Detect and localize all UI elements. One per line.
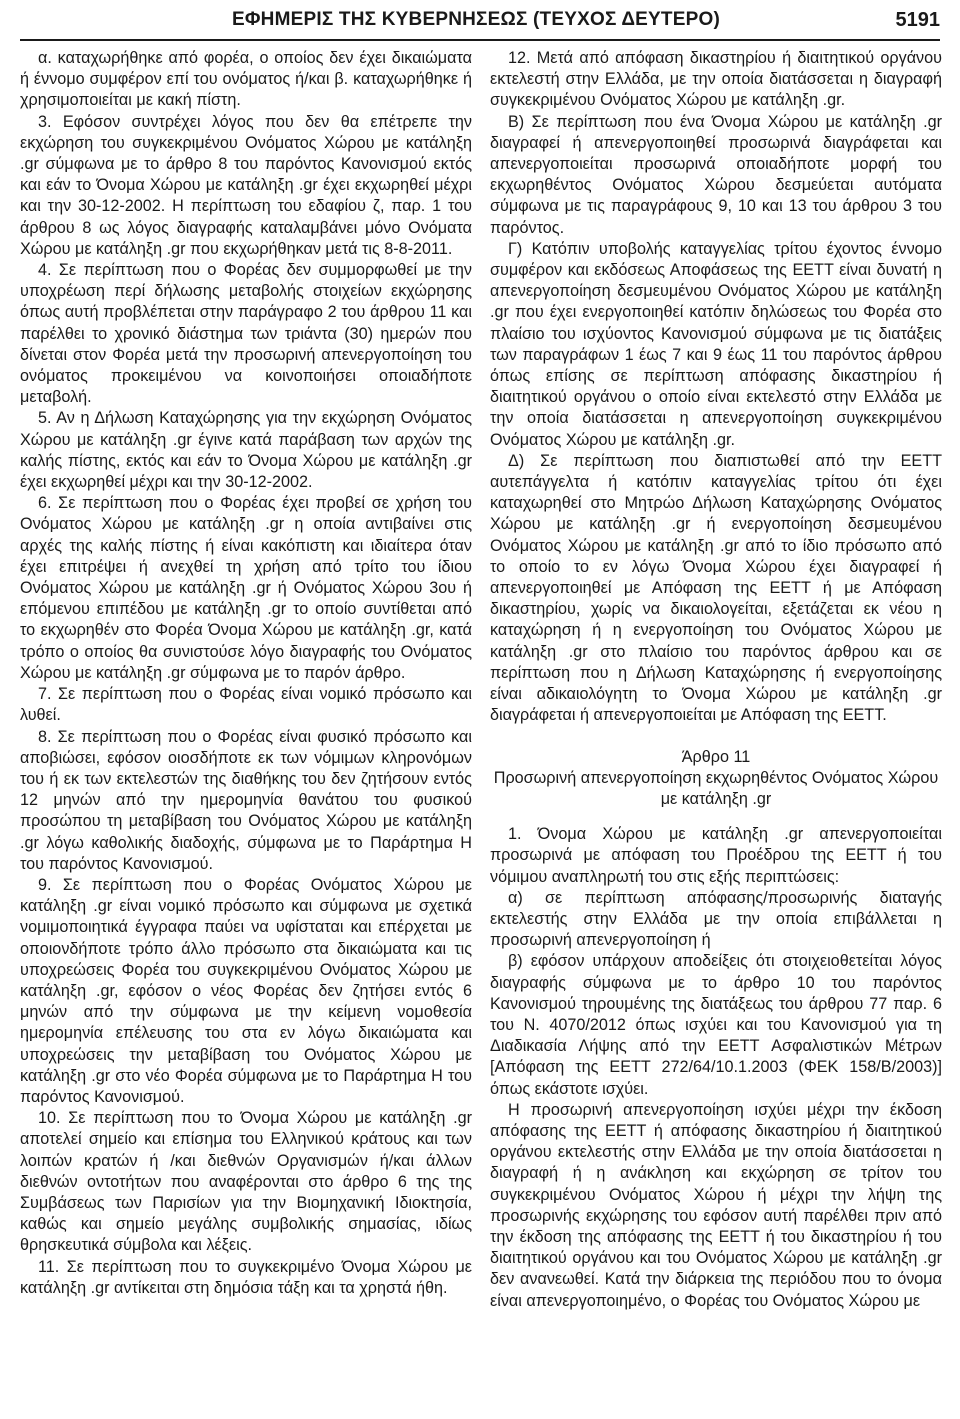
article-11-item-a: α) σε περίπτωση απόφασης/προσωρινής διαταγής εκτελεστής στην Ελλάδα με την οποία επιβάλλεται η προσωρινή απενεργοποίηση ή bbox=[490, 888, 942, 950]
paragraph-3: 3. Εφόσον συντρέχει λόγος που δεν θα επέτρεπε την εκχώρηση του συγκεκριμένου Ονόματος Χώρου με κατάληξη .gr σύμφωνα με το άρθρο 8 του παρόντος Κανονισμού εκτός και εάν το Όνομα Χώρου με κατάληξη .gr έχει εκχωρηθεί μέχρι και την 30-12-2002. Η περίπτωση του εδαφίου ζ, παρ. 1 του άρθρου 8 ως λόγος διαγραφής καταλαμβάνει μόνο Ονόματα Χώρου με κατάληξη .gr που εκχωρήθηκαν μετά τις 8-8-2011. bbox=[20, 112, 472, 258]
left-column bbox=[20, 48, 472, 1299]
paragraph-10: 10. Σε περίπτωση που το Όνομα Χώρου με κατάληξη .gr αποτελεί σημείο και επίσημα του Ελληνικού κράτους και των λοιπών κρατών ή /και διεθνών Οργανισμών ή/και άλλων διεθνών οντοτήτων που αναφέρονται στο άρθρο 6 της της Συμβάσεως των Παρισίων για την Βιομηχανική Ιδιοκτησία, καθώς και σημείο μεγάλης συμβολικής σημασίας, ιδίως θρησκευτικά σύμβολα και λέξεις. bbox=[20, 1109, 472, 1255]
paragraph-12: 12. Μετά από απόφαση δικαστηρίου ή διαιτητικού οργάνου εκτελεστή στην Ελλάδα, με την οποία διατάσσεται η διαγραφή συγκεκριμένου Ονόματος Χώρου με κατάληξη .gr. bbox=[490, 49, 942, 110]
article-number: Άρθρο 11 bbox=[681, 747, 751, 766]
paragraph-2a: α. καταχωρήθηκε από φορέα, ο οποίος δεν έχει δικαιώματα ή έννομο συμφέρον επί του ονόματος ή/και β. καταχωρήθηκε ή χρησιμοποιείται με κακή πίστη. bbox=[20, 49, 472, 110]
paragraph-6: 6. Σε περίπτωση που ο Φορέας έχει προβεί σε χρήση του Ονόματος Χώρου με κατάληξη .gr η οποία αντιβαίνει στις αρχές της καλής πίστης ή είναι κακόπιστη και ιδιαίτερα όταν έχει επιτρέψει ή ανεχθεί τη χρήση από τρίτο του ίδιου Ονόματος Χώρου με κατάληξη .gr ή Ονόματος Χώρου 3ου ή επόμενου επιπέδου με κατάληξη .gr το οποίο συντίθεται από το εκχωρηθέν στο Φορέα Όνομα Χώρου με κατάληξη .gr, κατά τρόπο ο οποίος θα συνιστούσε λόγο διαγραφής του Ονόματος Χώρου με κατάληξη .gr σύμφωνα με το παρόν άρθρο. bbox=[20, 494, 472, 682]
article-11-item-b: β) εφόσον υπάρχουν αποδείξεις ότι στοιχειοθετείται λόγος διαγραφής σύμφωνα με το άρθρο 10 του παρόντος Κανονισμού τηρουμένης της διατάξεως του άρθρου 77 παρ. 6 του Ν. 4070/2012 όπως ισχύει και του Κανονισμού για τη Διαδικασία Λήψης από την ΕΕΤΤ Ασφαλιστικών Μέτρων [Απόφαση της ΕΕΤΤ 272/64/10.1.2003 (ΦΕΚ 158/Β/2003)] όπως εκάστοτε ισχύει. bbox=[490, 952, 942, 1098]
page-number: 5191 bbox=[895, 9, 940, 31]
header-divider bbox=[20, 39, 940, 41]
paragraph-5: 5. Αν η Δήλωση Καταχώρησης για την εκχώρηση Ονόματος Χώρου με κατάληξη .gr έγινε κατά παράβαση των αρχών της καλής πίστης, εκτός και εάν το Όνομα Χώρου με κατάληξη .gr έχει εκχωρηθεί μέχρι και την 30-12-2002. bbox=[20, 409, 472, 492]
paragraph-4: 4. Σε περίπτωση που ο Φορέας δεν συμμορφωθεί με την υποχρέωση περί δήλωσης μεταβολής στοιχείων εκχώρησης όπως αυτή προβλέπεται στην παράγραφο 2 του άρθρου 11 και παρέλθει το χρονικό διάστημα των τριάντα (30) ημερών που δίνεται στον Φορέα μετά την προσωρινή απενεργοποίηση του ονόματος προκειμένου να κοινοποιήσει οποιαδήποτε μεταβολή. bbox=[20, 261, 472, 407]
paragraph-9: 9. Σε περίπτωση που ο Φορέας Ονόματος Χώρου με κατάληξη .gr είναι νομικό πρόσωπο και σύμφωνα με σχετικά νομιμοποιητικά έγγραφα παύει να υφίσταται και επέρχεται με οποιονδήποτε τρόπο άλλο πρόσωπο στα δικαιώματα και τις υποχρεώσεις Φορέα του συγκεκριμένου Ονόματος Χώρου με κατάληξη .gr, εφόσον ο νέος Φορέας δεν ζητήσει εντός 6 μηνών από την σύμφωνα με την κείμενη νομοθεσία ημερομηνία επέλευσης του στα εν λόγω δικαιώματα και υποχρεώσεις την μεταβίβαση του Ονόματος Χώρου με κατάληξη .gr στο νέο Φορέα σύμφωνα με το Παράρτημα Η του παρόντος Κανονισμού. bbox=[20, 875, 472, 1106]
article-11-paragraph-1: 1. Όνομα Χώρου με κατάληξη .gr απενεργοποιείται προσωρινά με απόφαση του Προέδρου της ΕΕΤΤ ή του νόμιμου αναπληρωτή του στις εξής περιπτώσεις: bbox=[490, 825, 942, 886]
article-title: Προσωρινή απενεργοποίηση εκχωρηθέντος Ονόματος Χώρου με κατάληξη .gr bbox=[493, 768, 939, 808]
paragraph-b: Β) Σε περίπτωση που ένα Όνομα Χώρου με κατάληξη .gr διαγραφεί ή απενεργοποιηθεί προσωρινά διαγράφεται και απενεργοποιείται προσωρινά οποιαδήποτε μορφή του εκχωρηθέντος Ονόματος Χώρου δεσμεύεται αυτόματα σύμφωνα με τις παραγράφους 9, 10 και 13 του άρθρου 3 του παρόντος. bbox=[490, 112, 942, 237]
paragraph-8: 8. Σε περίπτωση που ο Φορέας είναι φυσικό πρόσωπο και αποβιώσει, εφόσον οιοσδήποτε εκ των νόμιμων κληρονόμων του ή εκ των εκτελεστών της διαθήκης του δεν ζητήσουν εντός 12 μηνών από την ημερομηνία θανάτου του φυσικού προσώπου τη μεταβίβαση του Ονόματος Χώρου με κατάληξη .gr λόγω καθολικής διαδοχής, σύμφωνα με το Παράρτημα Η του παρόντος Κανονισμού. bbox=[20, 727, 472, 873]
page-header bbox=[0, 2, 960, 38]
right-column bbox=[490, 48, 942, 1312]
paragraph-7: 7. Σε περίπτωση που ο Φορέας είναι νομικό πρόσωπο και λυθεί. bbox=[20, 685, 472, 725]
gazette-title: ΕΦΗΜΕΡΙΣ ΤΗΣ ΚΥΒΕΡΝΗΣΕΩΣ (ΤΕΥΧΟΣ ΔΕΥΤΕΡΟ) bbox=[232, 9, 720, 30]
paragraph-11: 11. Σε περίπτωση που το συγκεκριμένο Όνομα Χώρου με κατάληξη .gr αντίκειται στη δημόσια τάξη και τα χρηστά ήθη. bbox=[20, 1257, 472, 1297]
paragraph-c: Γ) Κατόπιν υποβολής καταγγελίας τρίτου έχοντος έννομο συμφέρον και εκδόσεως Αποφάσεως της ΕΕΤΤ είναι δυνατή η απενεργοποίηση δεσμευμένου Ονόματος Χώρου με κατάληξη .gr που έχει ενεργοποιηθεί κατόπιν δηλώσεως του Φορέα στο πλαίσιο του ισχύοντος Κανονισμού σύμφωνα με τις διατάξεις των παραγράφων 1 έως 7 και 9 έως 11 του παρόντος άρθρου όπως επίσης σε περίπτωση απόφασης δικαστηρίου ή διαιτητικού οργάνου ο οποίο είναι εκτελεστό στην Ελλάδα με την οποία διατάσσεται η απενεργοποίηση συγκεκριμένου Ονόματος Χώρου με κατάληξη .gr. bbox=[490, 239, 942, 449]
article-11-paragraph-validity: Η προσωρινή απενεργοποίηση ισχύει μέχρι την έκδοση απόφασης της ΕΕΤΤ ή απόφασης δικαστηρίου ή διαιτητικού οργάνου εκτελεστής στην Ελλάδα με την οποία διατάσσεται η διαγραφή ή η ανάκληση και εκχώρηση σε τρίτον του συγκεκριμένου Ονόματος Χώρου ή μέχρι την λήψη της προσωρινής εκχώρησης του εφόσον αυτή παρέλθει πριν από την έκδοση της απόφασης της ΕΕΤΤ ή του δικαστηρίου ή του διαιτητικού οργάνου και του Ονόματος Χώρου με κατάληξη .gr δεν ανανεωθεί. Κατά την διάρκεια της περιόδου που το όνομα είναι απενεργοποιημένο, ο Φορέας του Ονόματος Χώρου με bbox=[490, 1100, 942, 1310]
paragraph-d: Δ) Σε περίπτωση που διαπιστωθεί από την ΕΕΤΤ αυτεπάγγελτα ή κατόπιν καταγγελίας τρίτου ότι έχει καταχωρηθεί στο Μητρώο Δήλωση Καταχώρησης Ονόματος Χώρου με κατάληξη .gr ή ενεργοποίηση δεσμευμένου Ονόματος Χώρου με κατάληξη .gr από το ίδιο πρόσωπο από το οποίο το εν λόγω Όνομα Χώρου έχει διαγραφεί ή απενεργοποιηθεί με Απόφαση της ΕΕΤΤ ή με Απόφαση δικαστηρίου, χωρίς να δικαιολογείται, εξετάζεται εκ νέου η καταχώρηση ή η ενεργοποίηση του Ονόματος Χώρου με κατάληξη .gr στο πλαίσιο του παρόντος άρθρου και σε περίπτωση που η Δήλωση Καταχώρησης ή ενεργοποίησης είναι αδικαιολόγητη το Όνομα Χώρου με κατάληξη .gr διαγράφεται ή απενεργοποιείται με Απόφαση της ΕΕΤΤ. bbox=[490, 451, 942, 725]
